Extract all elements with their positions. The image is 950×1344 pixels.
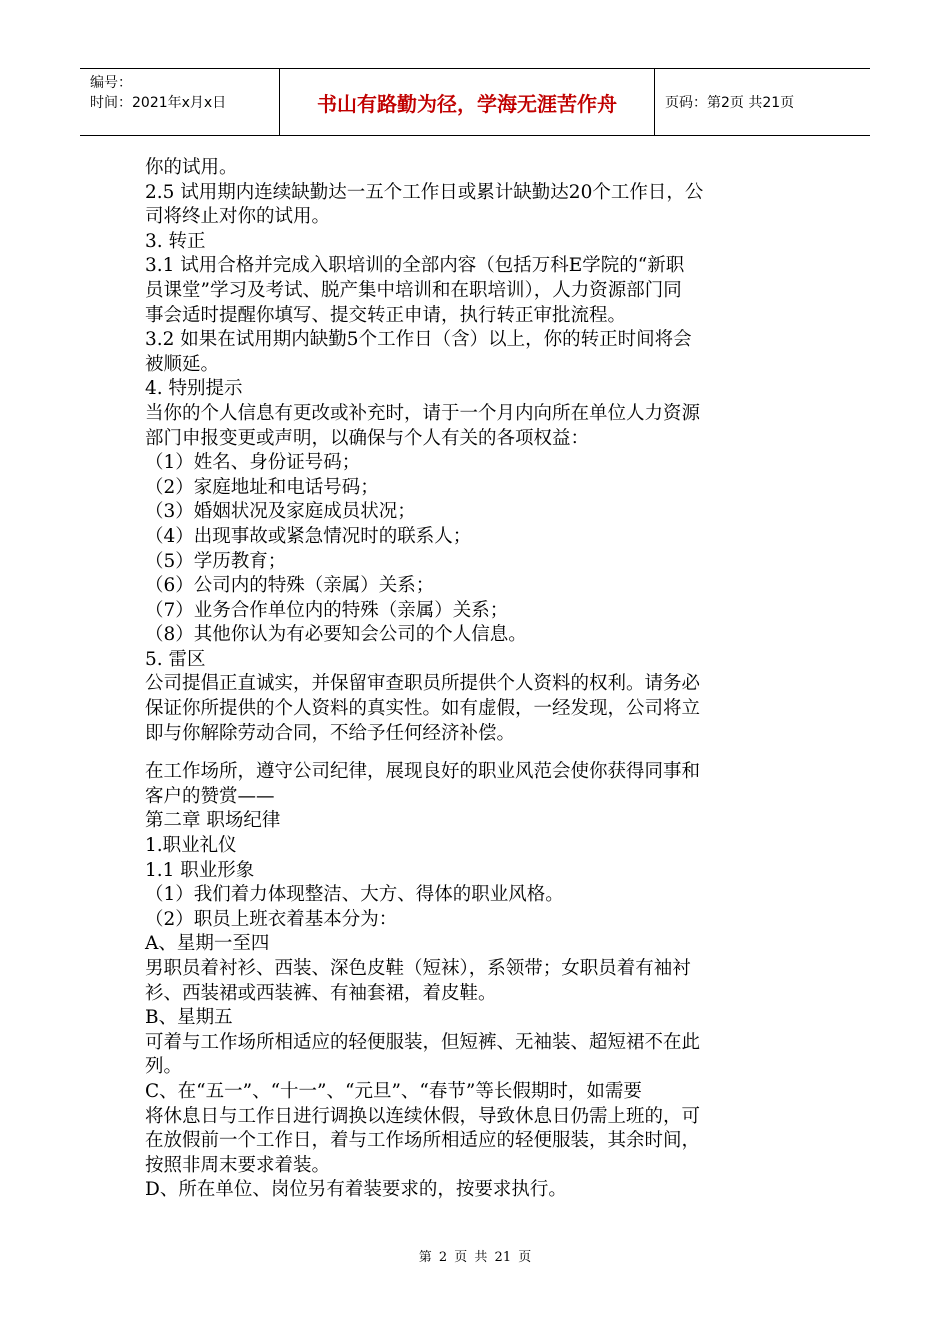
section-heading: 4. 特别提示 bbox=[145, 378, 243, 400]
subsection-heading: 1.1 职业形象 bbox=[145, 859, 255, 881]
text-line: 在工作场所，遵守公司纪律，展现良好的职业风范会使你获得同事和 bbox=[145, 761, 701, 783]
list-item: （2）职员上班衣着基本分为： bbox=[145, 908, 398, 930]
section-heading: 3. 转正 bbox=[145, 230, 206, 252]
header-slogan: 书山有路勤为径，学海无涯苦作舟 bbox=[280, 69, 655, 135]
text-line: 当你的个人信息有更改或补充时，请于一个月内向所在单位人力资源 bbox=[145, 402, 701, 424]
list-item: （8）其他你认为有必要知会公司的个人信息。 bbox=[145, 624, 527, 646]
text-line: 员课堂”学习及考试、脱产集中培训和在职培训），人力资源部门同 bbox=[145, 279, 682, 301]
text-line: 可着与工作场所相适应的轻便服装，但短裤、无袖装、超短裙不在此 bbox=[145, 1031, 701, 1053]
text-line: 保证你所提供的个人资料的真实性。如有虚假，一经发现，公司将立 bbox=[145, 698, 701, 720]
list-item: （2）家庭地址和电话号码； bbox=[145, 476, 379, 498]
text-line: 3.2 如果在试用期内缺勤5个工作日（含）以上，你的转正时间将会 bbox=[145, 329, 692, 351]
text-line: B、星期五 bbox=[145, 1007, 233, 1029]
text-line: D、所在单位、岗位另有着装要求的，按要求执行。 bbox=[145, 1179, 567, 1201]
section-heading: 5. 雷区 bbox=[145, 648, 206, 670]
text-line: A、星期一至四 bbox=[145, 933, 270, 955]
document-date: 时间：2021年x月x日 bbox=[90, 95, 227, 111]
text-line: 你的试用。 bbox=[145, 157, 238, 178]
section-heading: 1.职业礼仪 bbox=[145, 835, 237, 857]
text-line: 将休息日与工作日进行调换以连续休假，导致休息日仍需上班的，可 bbox=[145, 1105, 701, 1127]
text-line: 司将终止对你的试用。 bbox=[145, 206, 331, 228]
list-item: （3）婚姻状况及家庭成员状况； bbox=[145, 501, 416, 523]
text-line: 衫、西装裙或西装裤、有袖套裙，着皮鞋。 bbox=[145, 982, 497, 1004]
list-item: （1）我们着力体现整洁、大方、得体的职业风格。 bbox=[145, 884, 564, 906]
list-item: （7）业务合作单位内的特殊（亲属）关系； bbox=[145, 599, 509, 621]
document-number-label: 编号： bbox=[90, 75, 132, 91]
text-line: 公司提倡正直诚实，并保留审查职员所提供个人资料的权利。请务必 bbox=[145, 673, 701, 695]
text-line: 客户的赞赏—— bbox=[145, 785, 275, 807]
list-item: （6）公司内的特殊（亲属）关系； bbox=[145, 575, 435, 597]
text-line: 在放假前一个工作日，着与工作场所相适应的轻便服装，其余时间， bbox=[145, 1130, 701, 1152]
list-item: （4）出现事故或紧急情况时的联系人； bbox=[145, 525, 472, 547]
header-meta bbox=[80, 69, 280, 135]
chapter-heading: 第二章 职场纪律 bbox=[145, 810, 281, 832]
text-line: 即与你解除劳动合同，不给予任何经济补偿。 bbox=[145, 722, 516, 744]
page-footer: 第 2 页 共 21 页 bbox=[418, 1250, 532, 1265]
text-line: 部门申报变更或声明，以确保与个人有关的各项权益： bbox=[145, 427, 590, 449]
text-line: 2.5 试用期内连续缺勤达一五个工作日或累计缺勤达20个工作日，公 bbox=[145, 181, 704, 203]
document-body bbox=[145, 156, 810, 1203]
list-item: （5）学历教育； bbox=[145, 550, 287, 572]
text-line: C、在“五一”、“十一”、“元旦”、“春节”等长假期时，如需要 bbox=[145, 1080, 642, 1102]
text-line: 男职员着衬衫、西装、深色皮鞋（短袜），系领带；女职员着有袖衬 bbox=[145, 958, 691, 979]
page-header bbox=[80, 68, 870, 136]
text-line: 列。 bbox=[145, 1056, 183, 1078]
text-line: 按照非周末要求着装。 bbox=[145, 1154, 331, 1176]
text-line: 被顺延。 bbox=[145, 353, 220, 375]
header-page-info: 页码：第2页 共21页 bbox=[665, 95, 795, 111]
text-line: 事会适时提醒你填写、提交转正申请，执行转正审批流程。 bbox=[145, 304, 627, 326]
text-line: 3.1 试用合格并完成入职培训的全部内容（包括万科E学院的“新职 bbox=[145, 255, 685, 277]
list-item: （1）姓名、身份证号码； bbox=[145, 452, 361, 474]
